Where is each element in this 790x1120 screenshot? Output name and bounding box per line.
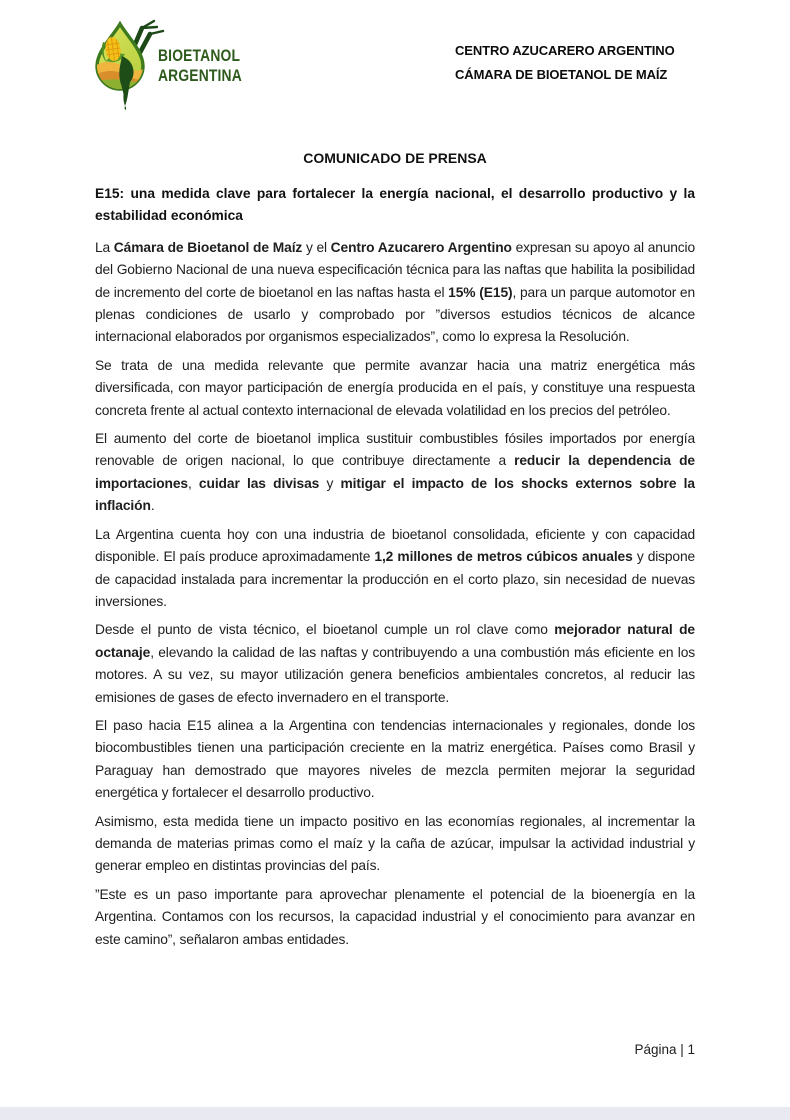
text-run: Asimismo, esta medida tiene un impacto positivo en las economías regionales, al incrementar la demanda de materias primas como el maíz y la caña de azúcar, impulsar la actividad industrial y generar empleo en distintas provincias del país.	[95, 813, 695, 874]
org-name-line2: CÁMARA DE BIOETANOL DE MAÍZ	[455, 66, 668, 82]
text-run: cuidar las divisas	[198, 475, 320, 491]
text-run: 15% (E15)	[448, 284, 513, 300]
body-paragraph	[95, 811, 695, 878]
text-run: Centro Azucarero Argentino	[330, 239, 512, 255]
document-body	[95, 150, 695, 957]
text-run: 1,2 millones de metros cúbicos anuales	[374, 549, 633, 565]
body-paragraph	[95, 715, 695, 805]
page-number-label: Página | 1	[634, 1042, 695, 1057]
logo-wordmark-line2: ARGENTINA	[158, 67, 242, 85]
text-run: El aumento del corte de bioetanol implica sustituir combustibles fósiles importados por energía renovable de origen nacional, lo que contribuye directamente a	[95, 431, 695, 469]
logo-wordmark-line1: BIOETANOL	[158, 47, 241, 65]
page-footer	[634, 1042, 695, 1057]
body-paragraph	[95, 524, 695, 614]
text-run: ”Este es un paso importante para aprovechar plenamente el potencial de la bioenergía en la Argentina. Contamos con los recursos, la capacidad industrial y el conocimiento para avanzar en este camino”, señalaron ambas entidades.	[95, 886, 695, 947]
text-run: ,	[188, 475, 199, 491]
text-run: Se trata de una medida relevante que permite avanzar hacia una matriz energética más diversificada, con mayor participación de energía producida en el país, y constituye una respuesta concreta frente al actual contexto internacional de elevada volatilidad en los precios del petróleo.	[95, 357, 695, 418]
text-run: reducir la dependencia de importaciones	[95, 453, 695, 491]
text-run: , elevando la calidad de las naftas y contribuyendo a una combustión más eficiente en los motores. A su vez, su mayor utilización genera beneficios ambientales concretos, al reducir las emisiones de gases de efecto invernadero en el transporte.	[95, 644, 695, 705]
org-name-line1: CENTRO AZUCARERO ARGENTINO	[455, 43, 675, 58]
body-paragraph	[95, 884, 695, 951]
text-run: y dispone de capacidad instalada para incrementar la producción en el corto plazo, sin necesidad de nuevas inversiones.	[95, 549, 695, 609]
text-run: mitigar el impacto de los shocks externos sobre la inflación	[95, 475, 695, 514]
press-release-title: COMUNICADO DE PRENSA	[303, 150, 487, 166]
document-heading: E15: una medida clave para fortalecer la energía nacional, el desarrollo productivo y la estabilidad económica	[95, 186, 695, 224]
body-paragraph	[95, 355, 695, 422]
text-run: Cámara de Bioetanol de Maíz	[113, 239, 303, 255]
body-paragraph	[95, 428, 695, 518]
text-run: La Argentina cuenta hoy con una industria de bioetanol consolidada, eficiente y con capacidad disponible. El país produce aproximadamente	[95, 526, 695, 565]
text-run: , para un parque automotor en plenas condiciones de usarlo y comprobado por ”diversos estudios técnicos de alcance internacional elaborados por organismos especializados”, como lo expresa la Resolución.	[95, 284, 695, 345]
paragraphs-container	[95, 237, 695, 951]
body-paragraph	[95, 237, 695, 349]
body-paragraph	[95, 619, 695, 709]
text-run: expresan su apoyo al anuncio del Gobierno Nacional de una nueva especificación técnica para las naftas que habilita la posibilidad de incremento del corte de bioetanol en las naftas hasta el	[95, 239, 695, 300]
text-run: .	[150, 498, 155, 514]
text-run: y el	[302, 239, 331, 255]
text-run: El paso hacia E15 alinea a la Argentina con tendencias internacionales y regionales, donde los biocombustibles tienen una participación creciente en la matriz energética. Países como Brasil y Paraguay han demostrado que mayores niveles de mezcla permiten mejorar la seguridad energética y fortalecer el desarrollo productivo.	[95, 717, 695, 801]
organization-names	[455, 39, 675, 86]
footer-bar	[0, 1107, 790, 1120]
text-run: mejorador natural de octanaje	[95, 622, 695, 660]
text-run: Desde el punto de vista técnico, el bioetanol cumple un rol clave como	[95, 622, 555, 638]
text-run: y	[319, 475, 341, 491]
text-run: La	[95, 239, 114, 255]
logo-wordmark	[158, 46, 242, 86]
